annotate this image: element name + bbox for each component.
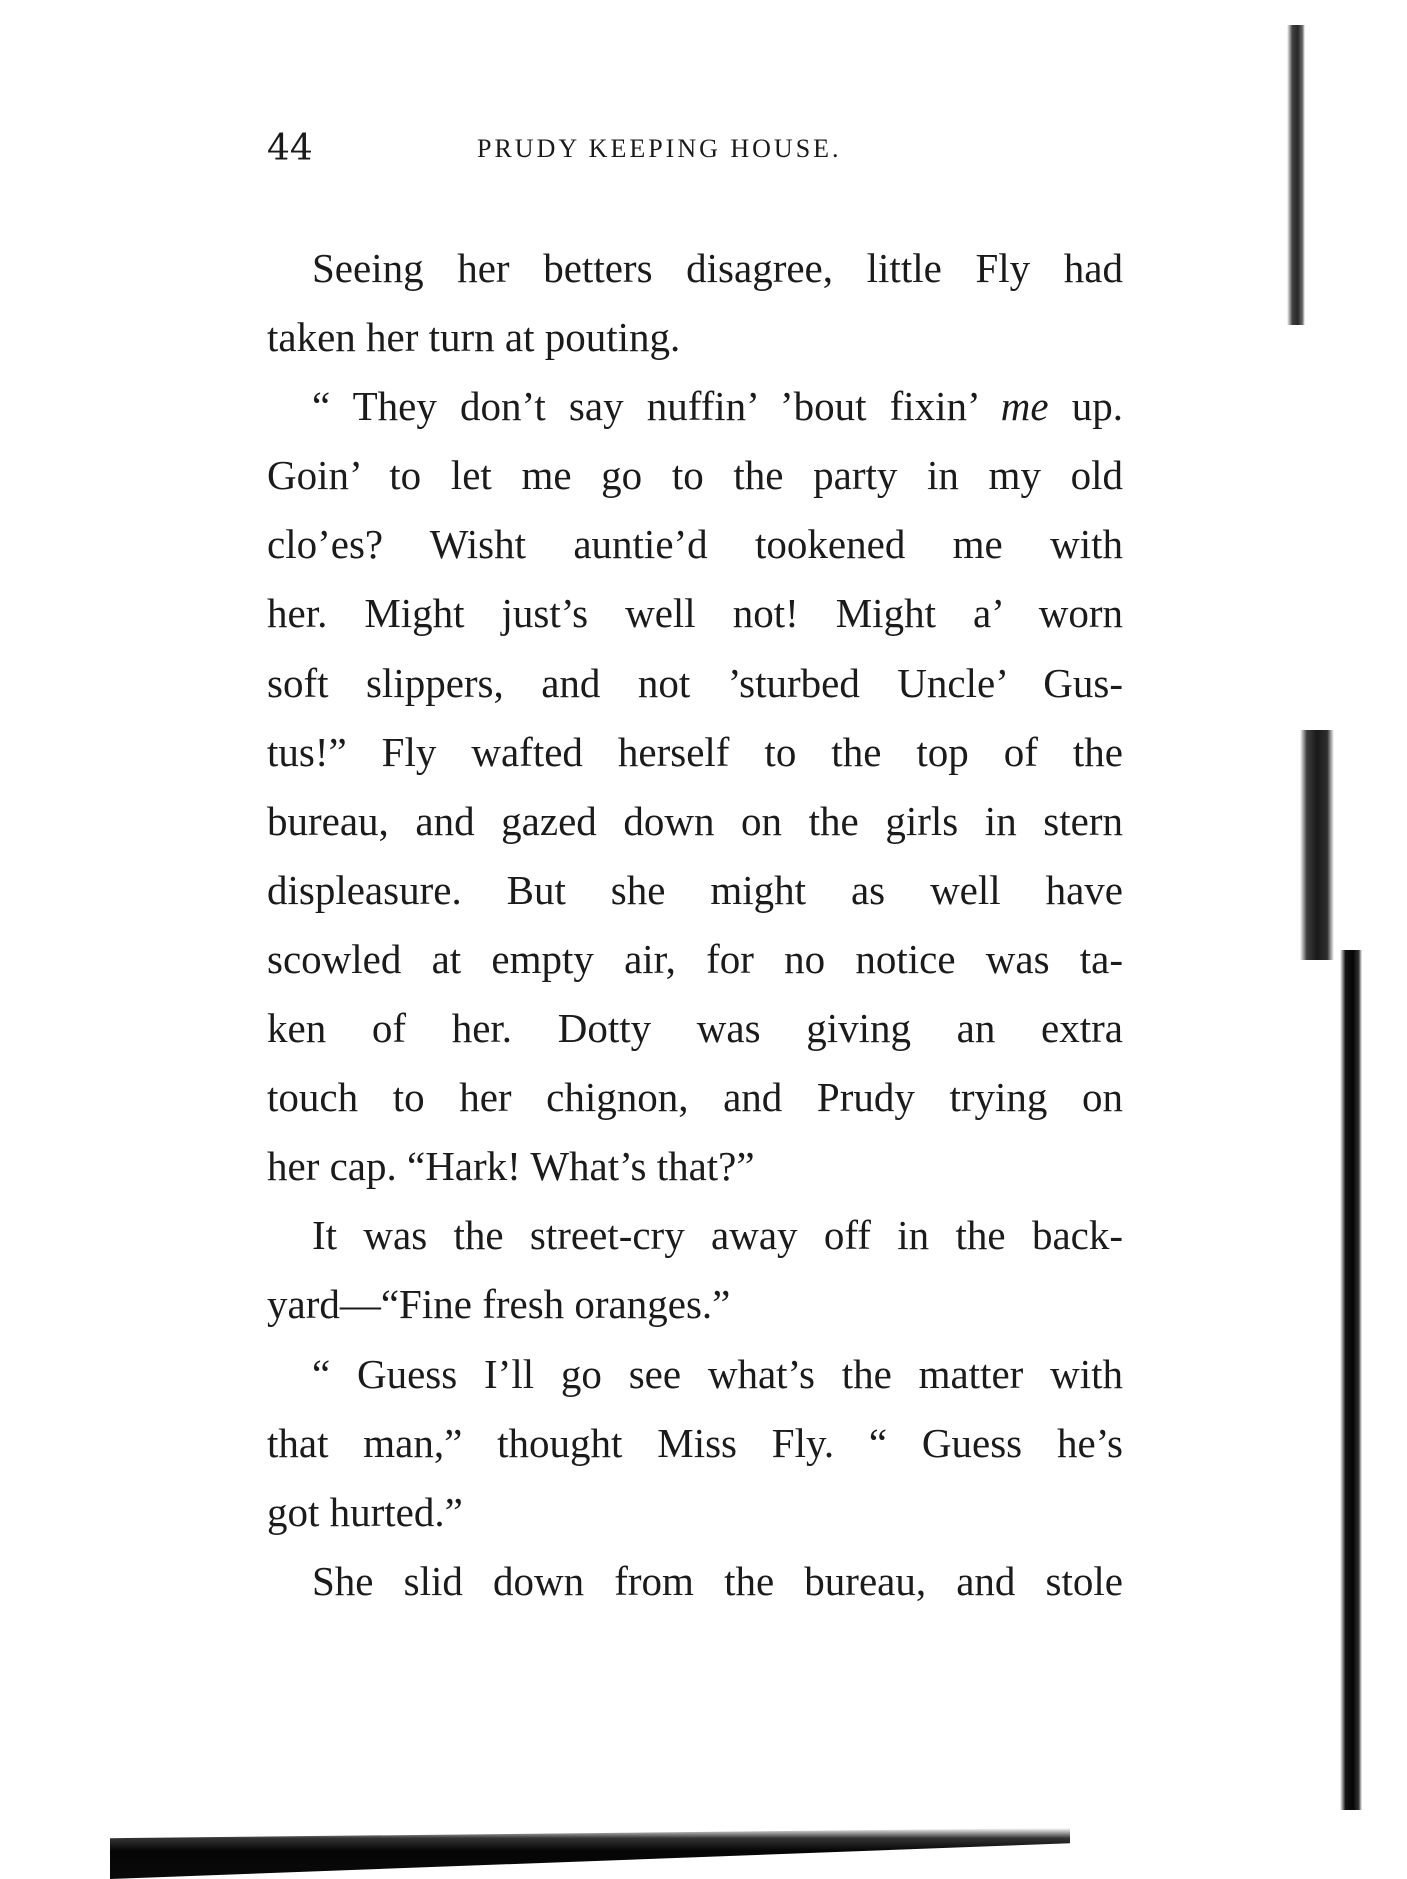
page-header	[267, 128, 1127, 168]
running-title: PRUDY KEEPING HOUSE.	[477, 134, 842, 163]
text-line: Seeing her betters disagree, little Fly had	[312, 245, 1123, 291]
text-line: “ Guess I’ll go see what’s the matter with	[312, 1350, 1123, 1397]
text-line: displeasure. But she might as well have	[267, 866, 1123, 913]
text-line: ken of her. Dotty was giving an extra	[267, 1005, 1123, 1052]
text-line: touch to her chignon, and Prudy trying on	[267, 1074, 1123, 1121]
text-line: clo’es? Wisht auntie’d tookened me with	[267, 521, 1123, 568]
italic-word: me	[1000, 383, 1049, 430]
text-line: her cap. “Hark! What’s that?”	[267, 1143, 755, 1190]
text-span: “ They don’t say nuffin’ ’bout fixin’	[312, 383, 1001, 430]
text-line: got hurted.”	[267, 1488, 463, 1535]
text-line: her. Might just’s well not! Might a’ worn	[267, 590, 1123, 637]
text-line: scowled at empty air, for no notice was ta-	[267, 935, 1123, 982]
scan-artifact-bottom-edge	[110, 1828, 1070, 1879]
text-span: up.	[1048, 383, 1123, 430]
scan-artifact-edge-lower	[1340, 950, 1362, 1810]
body-text	[267, 234, 1123, 1616]
text-line: She slid down from the bureau, and stole	[312, 1557, 1123, 1604]
text-line: yard—“Fine fresh oranges.”	[267, 1281, 731, 1328]
text-line: that man,” thought Miss Fly. “ Guess he’s	[267, 1419, 1123, 1466]
text-line: Goin’ to let me go to the party in my old	[267, 452, 1123, 499]
page-number: 44	[267, 128, 313, 169]
text-line: It was the street-cry away off in the back-	[312, 1212, 1123, 1259]
text-line: taken her turn at pouting.	[267, 314, 681, 361]
scan-artifact-edge-middle	[1300, 730, 1334, 960]
scan-artifact-edge-top	[1287, 25, 1305, 325]
text-line: soft slippers, and not ’sturbed Uncle’ Gus-	[267, 659, 1123, 706]
text-line	[267, 372, 1123, 441]
text-line: tus!” Fly wafted herself to the top of the	[267, 728, 1123, 775]
text-line: bureau, and gazed down on the girls in stern	[267, 797, 1123, 844]
